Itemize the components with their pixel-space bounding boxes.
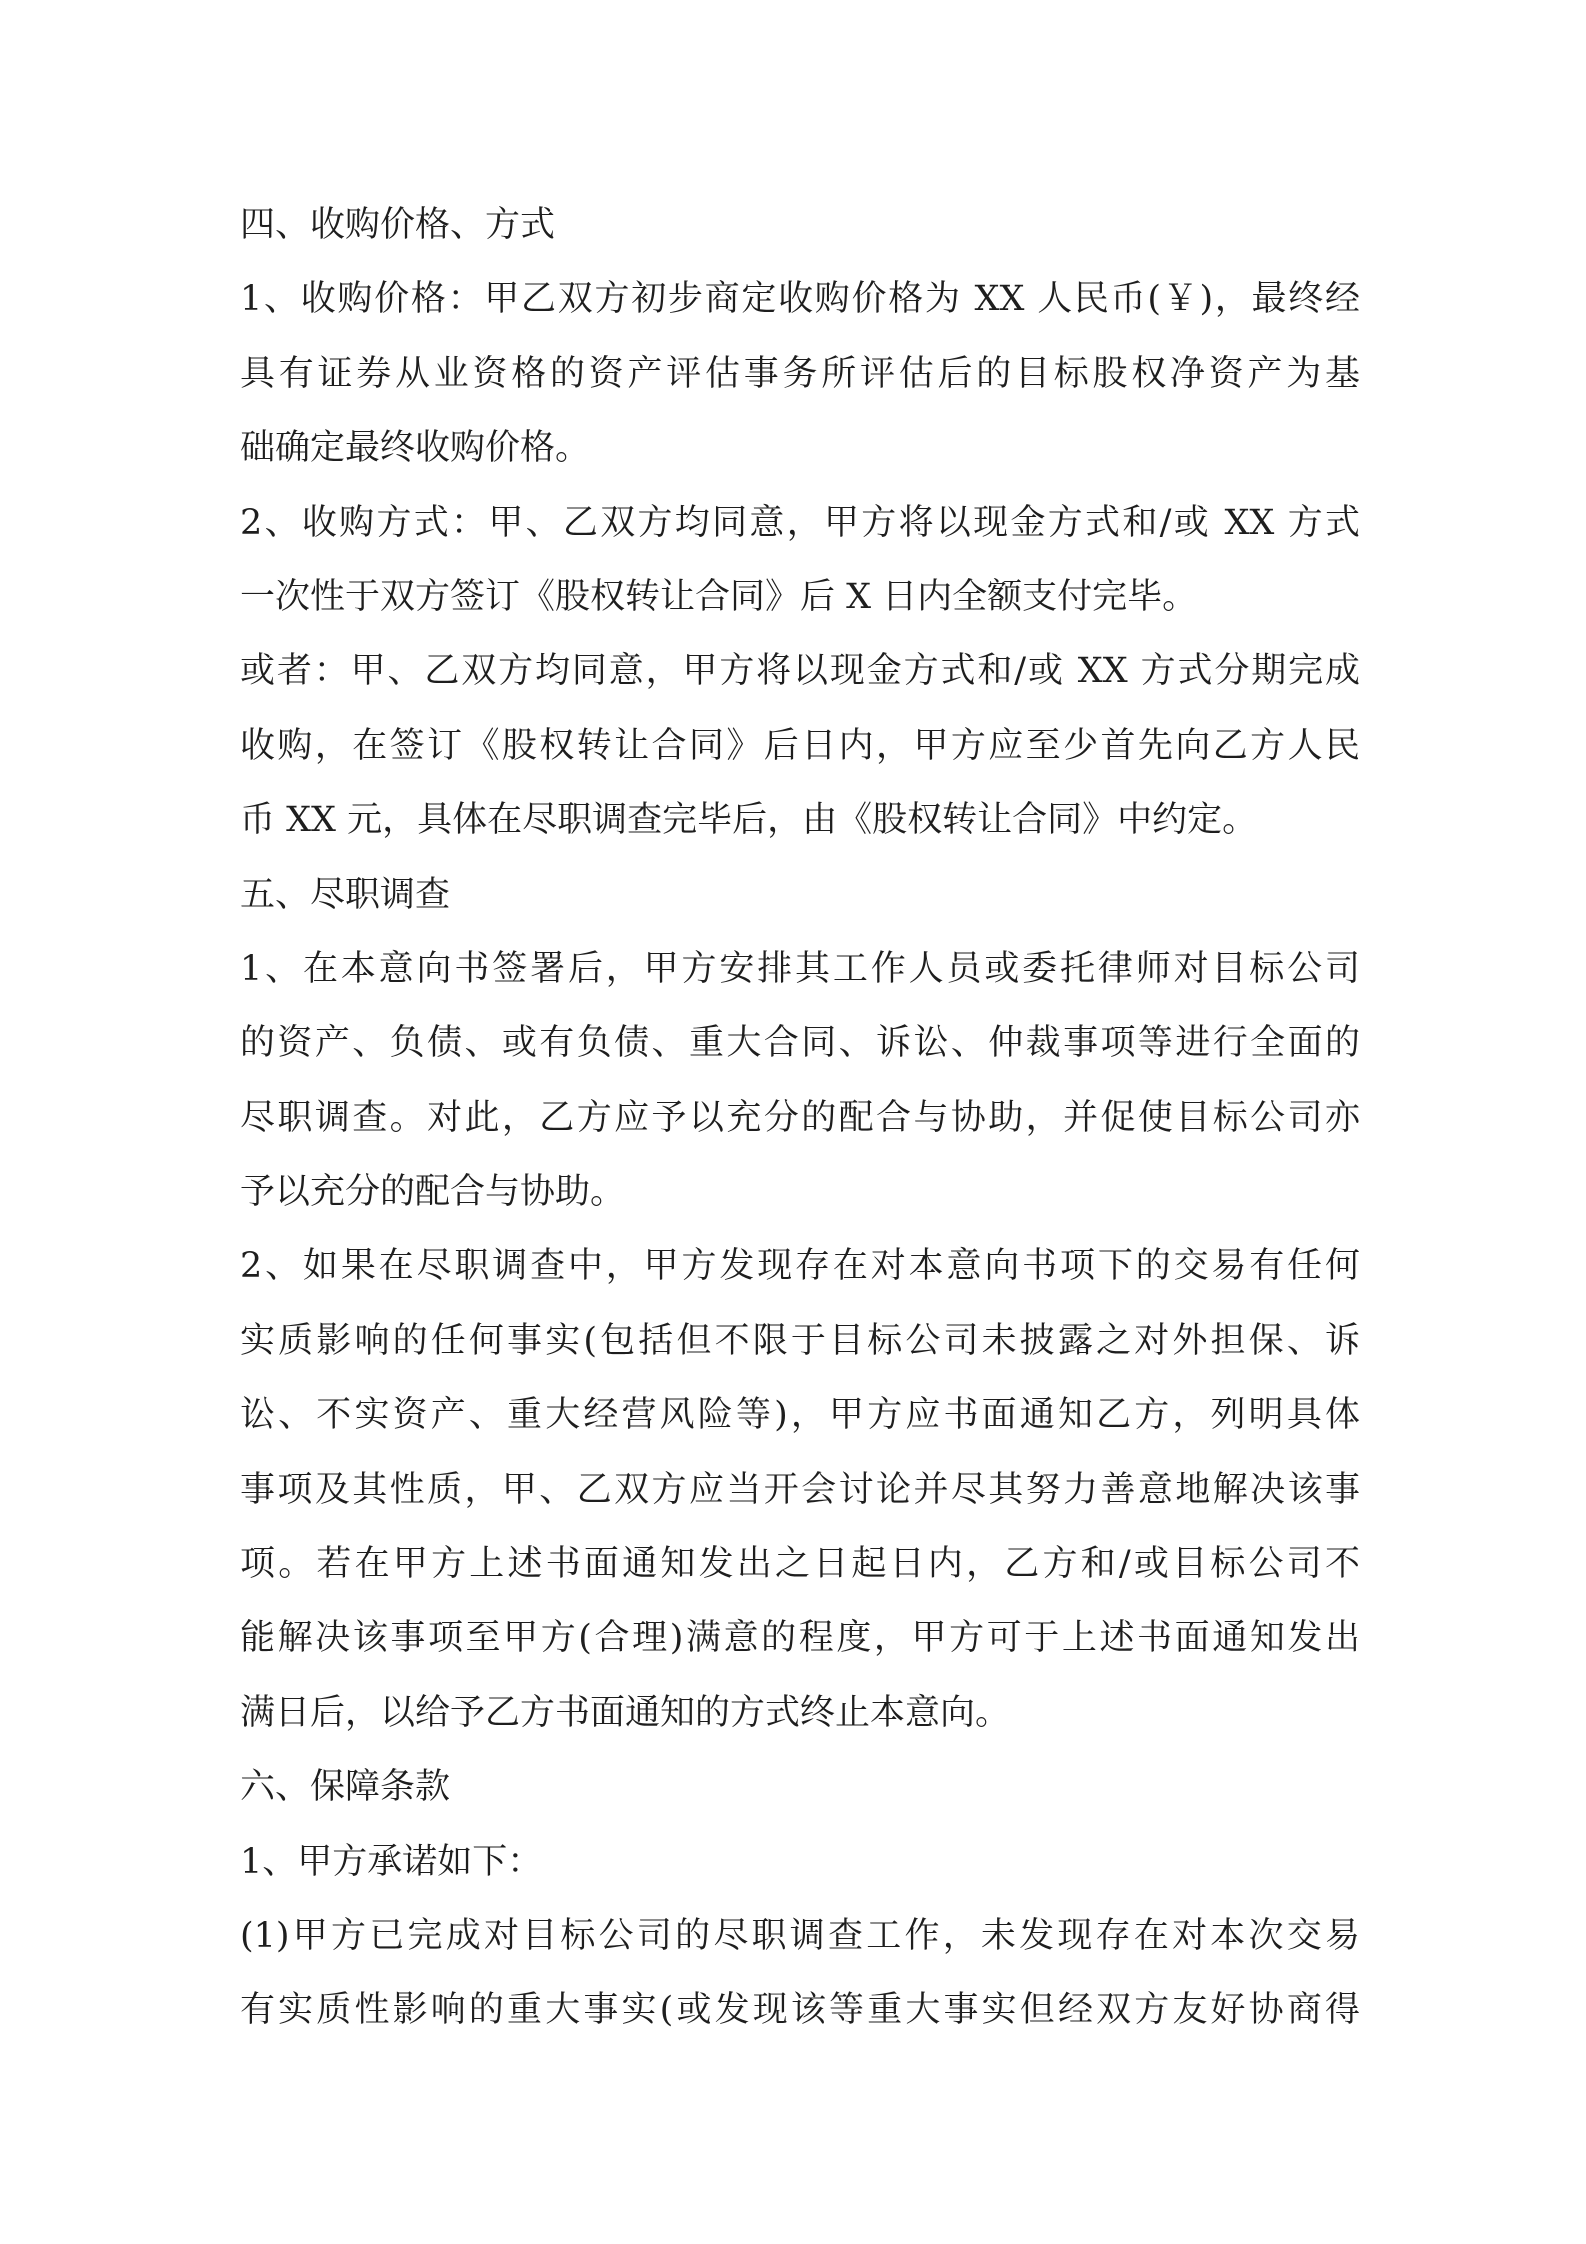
paragraph-line: 1、在本意向书签署后，甲方安排其工作人员或委托律师对目标公司 [240,948,1360,989]
paragraph-line: 或者：甲、乙双方均同意，甲方将以现金方式和/或 XX 方式分期完成 [240,651,1360,692]
section-heading-4: 四、收购价格、方式 [240,205,556,245]
paragraph-line: (1)甲方已完成对目标公司的尽职调查工作，未发现存在对本次交易 [240,1915,1360,1956]
paragraph-line: 事项及其性质，甲、乙双方应当开会讨论并尽其努力善意地解决该事 [240,1469,1360,1510]
paragraph-line: 1、收购价格：甲乙双方初步商定收购价格为 XX 人民币(￥)，最终经 [240,279,1360,320]
section-heading-5: 五、尽职调查 [240,874,451,915]
document-body [240,188,1360,2048]
paragraph-line: 具有证券从业资格的资产评估事务所评估后的目标股权净资产为基 [240,353,1360,394]
paragraph-line: 予以充分的配合与协助。 [240,1172,626,1213]
paragraph-line: 讼、不实资产、重大经营风险等)，甲方应书面通知乙方，列明具体 [240,1395,1360,1436]
paragraph-line: 能解决该事项至甲方(合理)满意的程度，甲方可于上述书面通知发出 [240,1618,1360,1659]
paragraph-line: 项。若在甲方上述书面通知发出之日起日内，乙方和/或目标公司不 [240,1544,1360,1585]
paragraph-line: 2、如果在尽职调查中，甲方发现存在对本意向书项下的交易有任何 [240,1246,1360,1287]
paragraph-line: 2、收购方式：甲、乙双方均同意，甲方将以现金方式和/或 XX 方式 [240,502,1360,543]
paragraph-line: 实质影响的任何事实(包括但不限于目标公司未披露之对外担保、诉 [240,1320,1360,1361]
paragraph-line: 1、甲方承诺如下： [240,1841,543,1882]
section-heading-6: 六、保障条款 [240,1767,451,1808]
paragraph-line: 币 XX 元，具体在尽职调查完毕后，由《股权转让合同》中约定。 [240,800,1258,841]
paragraph-line: 的资产、负债、或有负债、重大合同、诉讼、仲裁事项等进行全面的 [240,1023,1360,1064]
paragraph-line: 收购，在签订《股权转让合同》后日内，甲方应至少首先向乙方人民 [240,725,1360,766]
paragraph-line: 尽职调查。对此，乙方应予以充分的配合与协助，并促使目标公司亦 [240,1097,1360,1138]
paragraph-line: 础确定最终收购价格。 [240,428,591,469]
paragraph-line: 有实质性影响的重大事实(或发现该等重大事实但经双方友好协商得 [240,1990,1360,2031]
paragraph-line: 满日后，以给予乙方书面通知的方式终止本意向。 [240,1692,1011,1733]
paragraph-line: 一次性于双方签订《股权转让合同》后 X 日内全额支付完毕。 [240,576,1198,617]
